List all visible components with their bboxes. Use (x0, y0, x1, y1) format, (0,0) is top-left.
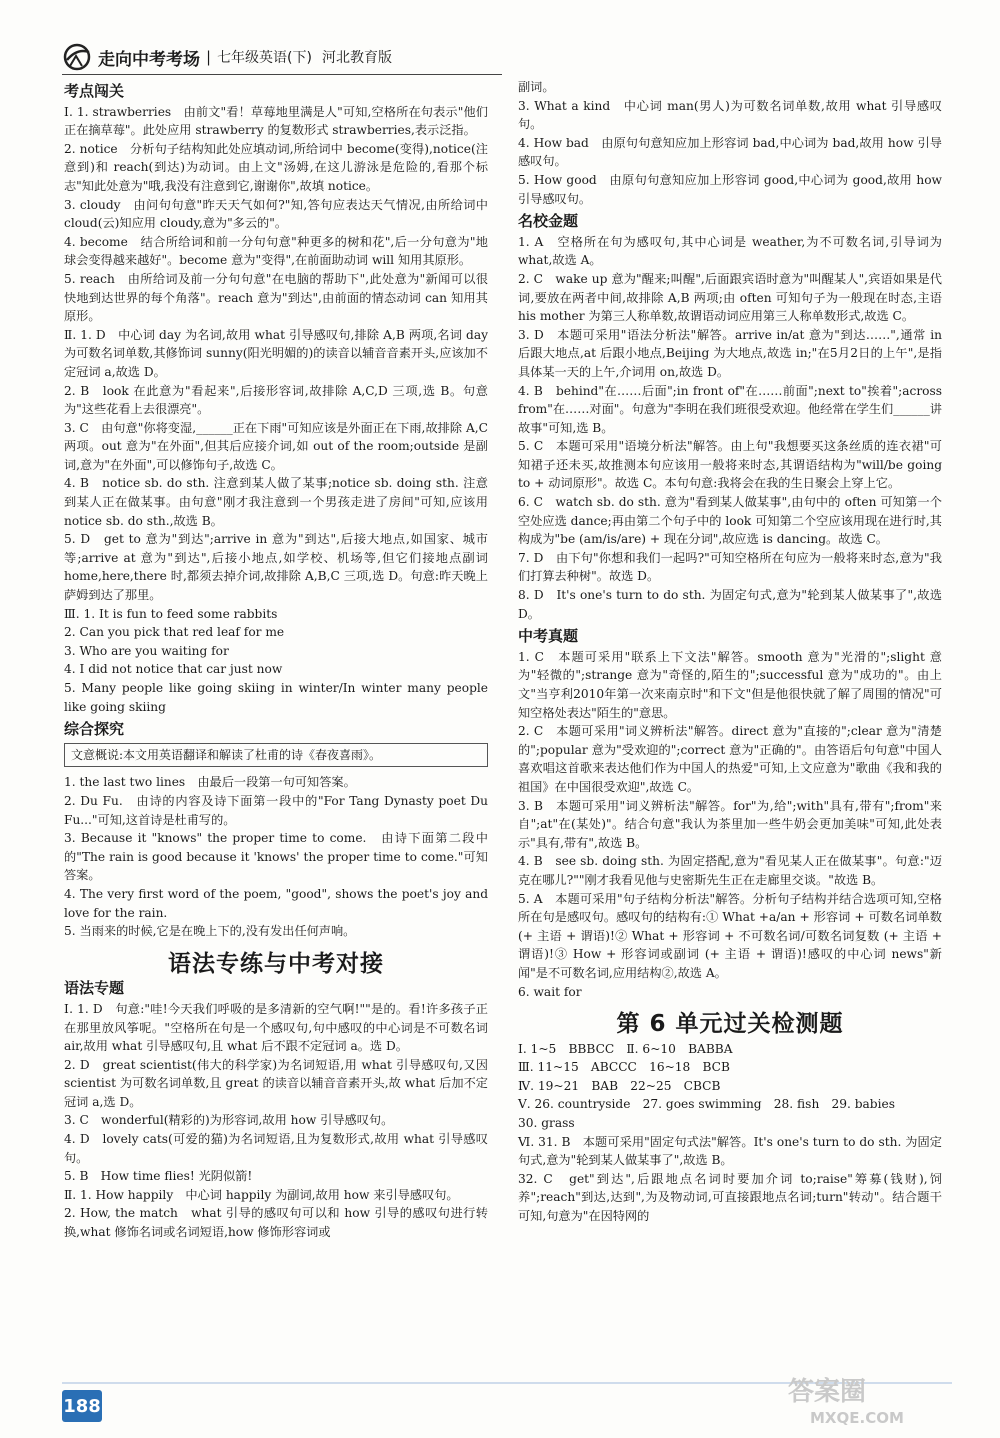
logo-icon (62, 42, 92, 72)
answer-item: 1. A 空格所在句为感叹句,其中心词是 weather,为不可数名词,引导词为 what,故选 A。 (518, 234, 942, 268)
answer-item: Ⅰ. 1. strawberries 由前文"看！草莓地里满是人"可知,空格所在句表示"他们正在摘草莓"。此处应用 strawberry 的复数形式 strawberries,表示泛指。 (64, 104, 488, 138)
answer-item: Ⅰ. 1~5 BBBCC Ⅱ. 6~10 BABBA (518, 1041, 733, 1056)
answer-item: 2. D great scientist(伟大的科学家)为名词短语,用 what 引导感叹句,又因 scientist 为可数名词单数,且 great 的读音以辅音音素开头,故 what 后加不定冠词 a,选 D。 (64, 1057, 488, 1109)
answer-item: 4. become 结合所给词和前一分句句意"种更多的树和花",后一分句意为"地球会变得越来越好"。become 意为"变得",在前面助动词 will 知用其原形。 (64, 234, 488, 268)
answer-item: 5. C 本题可采用"语境分析法"解答。由上句"我想要买这条丝质的连衣裙"可知裙子还未买,故推测本句应该用一般将来时态,其谓语结构为"will/be going to + 动词原形"。故选 C。本句句意:我将会在我的生日聚会上穿上它。 (518, 439, 942, 491)
answer-item: 8. D It's one's turn to do sth. 为固定句式,意为"轮到某人做某事了",故选 D。 (518, 588, 942, 621)
answer-item: 3. C 由句意"你将变湿,______正在下雨"可知应该是外面正在下雨,故排除 A,C 两项。out 意为"在外面",但其后应接介词,如 out of the room;outside 是副词,意为"在外面",可以修饰句子,故选 C。 (64, 420, 488, 472)
answer-item: 4. I did not notice that car just now (64, 662, 283, 677)
answer-item: 30. grass (518, 1116, 575, 1131)
answer-item: 2. How, the match what 引导的感叹句可以和 how 引导的感叹句进行转换,what 修饰名词或名词短语,how 修饰形容词或 (64, 1206, 488, 1240)
answer-item: 1. C 本题可采用"联系上下文法"解答。smooth 意为"光滑的";slight 意为"轻微的";strange 意为"奇怪的,陌生的";successful 意为"成功的"。由上文"当亨利2010年第一次来南京时"和下文"但是他很快就了解了周围的情况"可知空格处表达"陌生的"意思。 (518, 649, 942, 720)
book-title: 七年级英语(下) (217, 50, 312, 66)
section-heading: 名校金题 (518, 212, 579, 231)
section-heading: 考点闯关 (64, 82, 125, 100)
answer-item: 2. Du Fu. 由诗的内容及诗下面第一段中的"For Tang Dynasty poet Du Fu..."可知,这首诗是杜甫写的。 (64, 793, 488, 827)
answer-item: 4. B notice sb. do sth. 注意到某人做了某事;notice sb. doing sth. 注意到某人正在做某事。由句意"刚才我注意到一个男孩走进了房间"可知,应该用 notice sb. do sth.,故选 B。 (64, 476, 488, 528)
answer-item: 3. Because it "knows" the proper time to come. 由诗下面第二段中的"The rain is good because it 'knows' the proper time to come."可知答案。 (64, 831, 488, 883)
watermark-logo (780, 1368, 970, 1428)
answer-item: 3. B 本题可采用"词义辨析法"解答。for"为,给";with"具有,带有";from"来自";at"在(某处)"。结合句意"我认为茶里加一些牛奶会更加美味"可知,此处表示"具有,带有",故选 B。 (518, 798, 942, 850)
answer-item: 3. Who are you waiting for (64, 643, 229, 658)
answer-item: 4. B see sb. doing sth. 为固定搭配,意为"看见某人正在做某事"。句意:"迈克在哪儿?""刚才我看见他与史密斯先生正在走廊里交谈。"故选 B。 (518, 854, 942, 887)
answer-item: 2. C 本题可采用"词义辨析法"解答。direct 意为"直接的";clear 意为"清楚的";popular 意为"受欢迎的";correct 意为"正确的"。由答语后句句意"中国人喜欢唱这首歌来表达他们作为中国人的热爱"可知,上文应意为"歌曲《我和我的祖国》在中国很受欢迎",故选 C。 (518, 724, 942, 794)
answer-item: 5. B How time flies! 光阴似箭! (64, 1169, 253, 1184)
answer-item: Ⅰ. 1. D 句意:"哇!今天我们呼吸的是多清新的空气啊!""是的。看!许多孩子正在那里放风筝呢。"空格所在句是一个感叹句,句中感叹的中心词是不可数名词 air,故用 what 引导感叹句,且 what 后不跟不定冠词 a。选 D。 (64, 1001, 488, 1054)
answer-item: Ⅱ. 1. How happily 中心词 happily 为副词,故用 how 来引导感叹句。 (64, 1187, 459, 1202)
header-separator: | (206, 48, 212, 66)
answer-item: Ⅲ. 1. It is fun to feed some rabbits (64, 606, 278, 621)
answer-item: Ⅴ. 26. countryside 27. goes swimming 28. fish 29. babies (518, 1097, 895, 1112)
answer-item: 2. Can you pick that red leaf for me (64, 625, 285, 640)
right-column (518, 78, 942, 1226)
answer-item: 5. Many people like going skiing in winter/In winter many people like going skiing (64, 681, 488, 714)
answer-item: 1. the last two lines 由最后一段第一句可知答案。 (64, 775, 356, 790)
svg-text:MXQE.COM: MXQE.COM (810, 1409, 904, 1427)
answer-item: 6. wait for (518, 984, 582, 999)
answer-item: 4. D lovely cats(可爱的猫)为名词短语,且为复数形式,故用 what 引导感叹句。 (64, 1132, 488, 1165)
answer-item: Ⅱ. 1. D 中心词 day 为名词,故用 what 引导感叹句,排除 A,B 两项,名词 day 为可数名词单数,其修饰词 sunny(阳光明媚的)的读音以辅音音素开头,应该加不定冠词 a,故选 D。 (64, 327, 488, 379)
page-number: 188 (62, 1390, 102, 1422)
answer-item: 4. The very first word of the poem, "good", shows the poet's joy and love for the rain. (64, 886, 488, 920)
answer-item: 7. D 由下句"你想和我们一起吗?"可知空格所在句应为一般将来时态,意为"我们打算去种树"。故选 D。 (518, 550, 942, 584)
answer-item: Ⅳ. 19~21 BAB 22~25 CBCB (518, 1078, 721, 1093)
chapter-title: 第 6 单元过关检测题 (616, 1011, 844, 1038)
answer-item: 5. 当雨来的时候,它是在晚上下的,没有发出任何声响。 (64, 924, 356, 939)
chapter-title: 语法专练与中考对接 (168, 950, 384, 977)
brand-title: 走向中考考场 (98, 49, 200, 70)
answer-item: 3. C wonderful(精彩的)为形容词,故用 how 引导感叹句。 (64, 1113, 394, 1128)
answer-item: 4. B behind"在……后面";in front of"在……前面";next to"挨着";across from"在……对面"。句意为"李明在我们班很受欢迎。他经常在学生们______讲故事"可知,选 B。 (518, 383, 942, 435)
answer-item: 3. D 本题可采用"语法分析法"解答。arrive in/at 意为"到达……",通常 in 后跟大地点,at 后跟小地点,Beijing 为大地点,故选 in;"在5月2日的上午",是指具体某一天的上午,介词用 on,故选 D。 (518, 327, 942, 379)
answer-item: 5. reach 由所给词及前一分句句意"在电脑的帮助下",此处意为"新闻可以很快地到达世界的每个角落"。reach 意为"到达",由前面的情态动词 can 知用其原形。 (64, 271, 488, 324)
answer-item: 5. D get to 意为"到达";arrive in 意为"到达",后接大地点,如国家、城市等;arrive at 意为"到达",后接小地点,如学校、机场等,但它们接地点副词 home,here,there 时,都须去掉介词,故排除 A,B,C 三项,选 D。句意:昨天晚上萨姆到达了那里。 (64, 532, 488, 603)
section-heading: 中考真题 (518, 627, 579, 646)
answer-item: 5. How good 由原句句意知应加上形容词 good,中心词为 good,故用 how 引导感叹句。 (518, 172, 942, 206)
answer-item: Ⅵ. 31. B 本题可采用"固定句式法"解答。It's one's turn to do sth. 为固定句式,意为"轮到某人做某事了",故选 B。 (518, 1134, 942, 1168)
section-heading: 语法专题 (64, 979, 125, 998)
summary-box: 文意概说:本文用英语翻译和解读了杜甫的诗《春夜喜雨》。 (64, 743, 488, 768)
answer-item: 6. C watch sb. do sth. 意为"看到某人做某事",由句中的 often 可知第一个空处应选 dance;再由第二个句子中的 look 可知第二个空应该用现在进行时,其构成为"be (am/is/are) + 现在分词",故应选 is dancing。故选 C。 (518, 495, 942, 547)
answer-item: Ⅲ. 11~15 ABCCC 16~18 BCB (518, 1060, 730, 1075)
answer-item: 2. notice 分析句子结构知此处应填动词,所给词中 become(变得),notice(注意到)和 reach(到达)为动词。由上文"汤姆,在这儿游泳是危险的,看那个标志"知此处意为"哦,我没有注意到它,谢谢你",故填 notice。 (64, 141, 488, 193)
left-column (64, 78, 488, 1242)
answer-item: 3. cloudy 由问句句意"昨天天气如何?"知,答句应表达天气情况,由所给词中 cloud(云)知应用 cloudy,意为"多云的"。 (64, 197, 488, 231)
svg-text:答案圈: 答案圈 (788, 1377, 867, 1407)
answer-item: 2. B look 在此意为"看起来",后接形容词,故排除 A,C,D 三项,选 B。句意为"这些花看上去很漂亮"。 (64, 383, 488, 417)
answer-item: 32. C get"到达",后跟地点名词时要加介词 to;raise"筹募(钱财),饲养";reach"到达,达到",为及物动词,可直接跟地点名词;turn"转动"。结合题干可知,句意为"在因特网的 (518, 1171, 942, 1224)
answer-item: 4. How bad 由原句句意知应加上形容词 bad,中心词为 bad,故用 how 引导感叹句。 (518, 135, 942, 169)
page-header (62, 40, 502, 75)
answer-item: 2. C wake up 意为"醒来;叫醒",后面跟宾语时意为"叫醒某人",宾语如果是代词,要放在两者中间,故排除 A,B 两项;由 often 可知句子为一般现在时态,主语 his mother 为第三人称单数,故谓语动词应用第三人称单数形式,故选 C。 (518, 271, 942, 324)
answer-item: 副词。 (518, 80, 555, 94)
section-heading: 综合探究 (64, 720, 125, 739)
answer-item: 5. A 本题可采用"句子结构分析法"解答。分析句子结构并结合选项可知,空格所在句是感叹句。感叹句的结构有:① What +a/an + 形容词 + 可数名词单数 (+ 主语 + 谓语)!② What + 形容词 + 不可数名词/可数名词复数 (+ 主语 + 谓语)!③ How + 形容词或副词 (+ 主语 + 谓语)!感叹的中心词 news"新闻"是不可数名词,应用结构②,故选 A。 (518, 891, 942, 980)
answer-item: 3. What a kind 中心词 man(男人)为可数名词单数,故用 what 引导感叹句。 (518, 98, 942, 132)
publisher-name: 河北教育版 (322, 50, 392, 66)
